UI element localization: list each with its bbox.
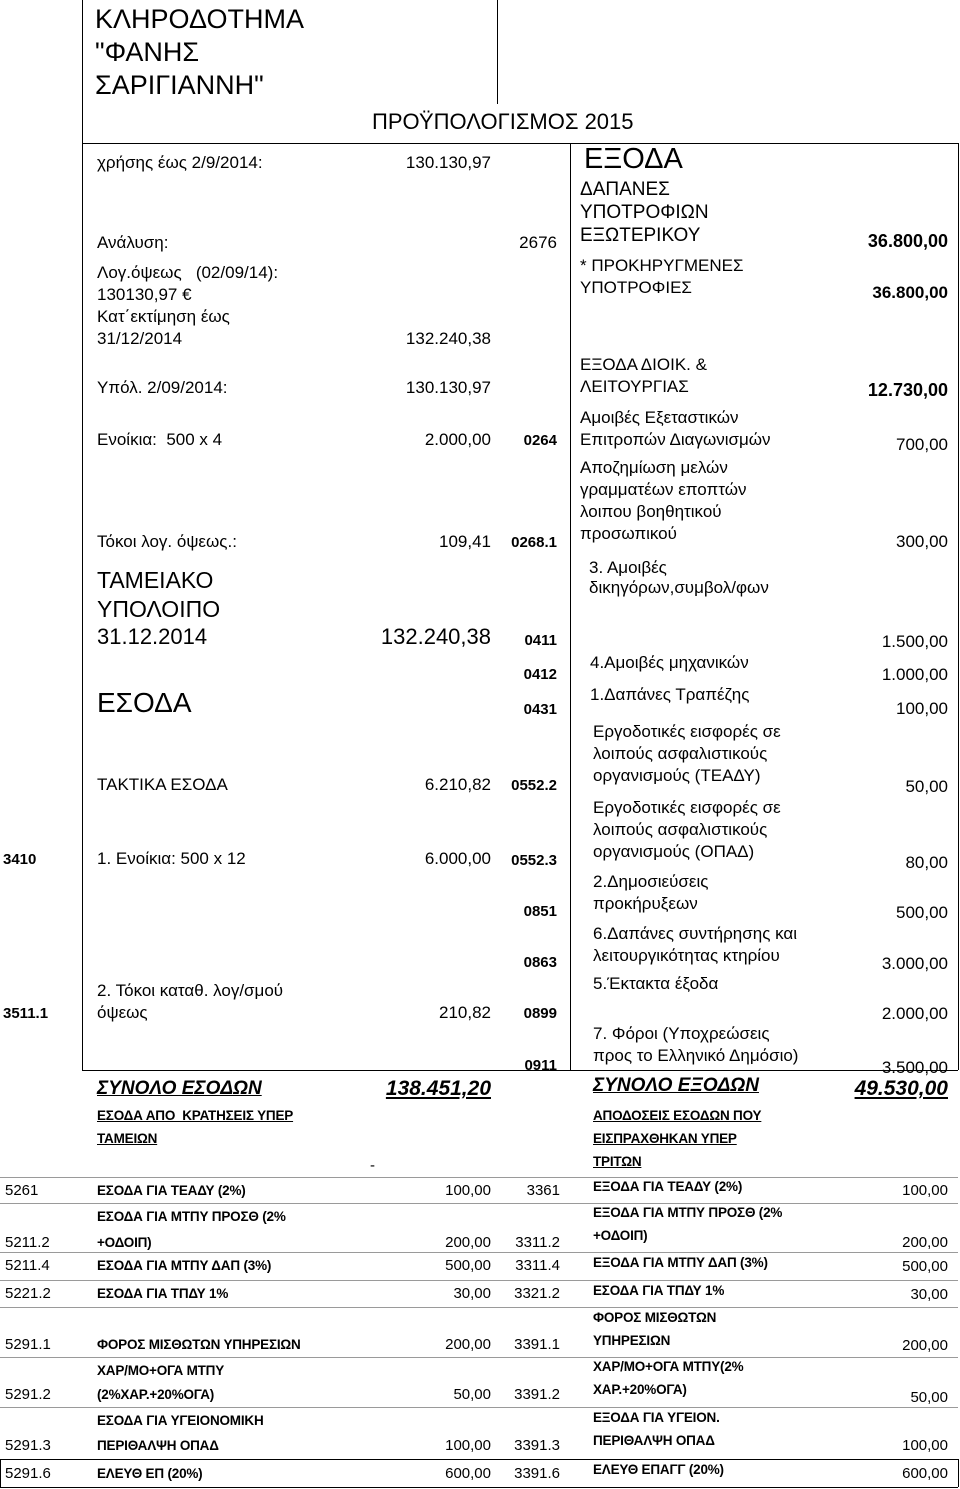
row-code: 3311.2 [515,1234,560,1251]
expense-item-amount: 36.800,00 [872,283,948,302]
expense-item-amount: 3.000,00 [881,954,948,973]
expense-item-amount: 700,00 [896,435,948,454]
row-expense-amount: 200,00 [902,1337,948,1354]
row-account: 5211.2 [5,1234,50,1251]
row-account: 5291.1 [5,1336,51,1353]
income-total-value: 138.451,20 [385,1077,491,1100]
analysis-code: 2676 [519,233,557,252]
code-label: 0911 [524,1057,557,1074]
income-total-label: ΣΥΝΟΛΟ ΕΣΟΔΩΝ [97,1078,262,1099]
withholding-income-heading: ΕΣΟΔΑ ΑΠΟ ΚΡΑΤΗΣΕΙΣ ΥΠΕΡ [97,1108,294,1123]
grid-line [0,1203,958,1204]
grid-line [0,1307,958,1308]
expense-item-label: 3. Αμοιβές [589,558,667,577]
row-expense-label: ΕΞΟΔΑ ΓΙΑ ΥΓΕΙΟΝ. [593,1410,720,1425]
expense-item-amount: 2.000,00 [881,1004,948,1023]
row-expense-amount: 30,00 [910,1286,948,1303]
grid-line [82,1070,958,1071]
cash-balance-value: 132.240,38 [380,624,491,649]
estimate-label: Κατ΄εκτίμηση έως [97,307,230,326]
row-expense-label: ΧΑΡ.+20%ΟΓΑ) [593,1382,687,1397]
row-account: 5211.4 [5,1257,50,1274]
cash-balance-label: ΤΑΜΕΙΑΚΟ [97,567,214,593]
expense-total-label: ΣΥΝΟΛΟ ΕΞΟΔΩΝ [593,1075,759,1096]
cash-balance-date: 31.12.2014 [97,624,208,649]
rent-code: 0264 [523,432,557,449]
expense-item-label: 1.Δαπάνες Τραπέζης [590,685,750,704]
expense-item-label: ΥΠΟΤΡΟΦΙΕΣ [580,278,692,297]
row-code: 3321.2 [514,1285,560,1302]
grid-line [497,0,498,104]
expenses-heading: ΕΞΟΔΑ [584,143,683,175]
account-number: 3511.1 [3,1005,49,1022]
row-income-label: ΕΣΟΔΑ ΓΙΑ ΤΕΑΔΥ (2%) [97,1183,246,1198]
code-label: 0431 [523,701,557,718]
row-code: 3311.4 [515,1257,560,1274]
dash-mark: - [370,1157,375,1174]
usage-label: χρήσης έως 2/9/2014: [97,153,263,172]
row-income-amount: 600,00 [445,1465,491,1482]
row-code: 3391.3 [514,1437,560,1454]
expense-item-label: δικηγόρων,συμβολ/φων [589,578,769,597]
income-heading: ΕΣΟΔΑ [97,687,192,718]
row-expense-label: ΥΠΗΡΕΣΙΩΝ [593,1333,671,1348]
income-item-label: 2. Τόκοι καταθ. λογ/σμού [97,981,284,1000]
income-item-value: 6.000,00 [424,849,491,868]
expense-item-amount: 12.730,00 [867,380,948,400]
row-income-label: ΕΛΕΥΘ ΕΠ (20%) [97,1466,203,1481]
estimate-label: 31/12/2014 [97,329,183,348]
expense-item-label: γραμματέων εποπτών [580,480,747,499]
expense-item-amount: 1.000,00 [881,665,948,684]
grid-line [0,1252,958,1253]
row-income-label: (2%ΧΑΡ.+20%ΟΓΑ) [97,1387,215,1402]
expense-item-label: 4.Αμοιβές μηχανικών [590,653,749,672]
expense-item-amount: 36.800,00 [867,231,948,251]
grid-line [0,1459,1,1487]
account-label: Λογ.όψεως (02/09/14): [97,263,279,282]
row-account: 5261 [5,1182,39,1199]
expense-item-label: λοιπου βοηθητικού [580,502,722,521]
row-expense-label: +ΟΔΟΙΠ) [593,1228,648,1243]
code-label: 0851 [523,903,557,920]
grid-line [0,1487,958,1488]
row-account: 5221.2 [5,1285,51,1302]
row-income-label: ΧΑΡ/ΜΟ+ΟΓΑ ΜΤΠΥ [97,1363,225,1378]
expense-item-label: ΔΑΠΑΝΕΣ [580,179,670,200]
cash-balance-label: ΥΠΟΛΟΙΠΟ [97,596,221,622]
expense-item-label: ΛΕΙΤΟΥΡΓΙΑΣ [580,377,689,396]
income-item-label: όψεως [97,1003,148,1022]
row-expense-amount: 200,00 [902,1234,948,1251]
expense-item-label: Εργοδοτικές εισφορές σε [593,798,781,817]
interest-code: 0268.1 [511,534,557,551]
row-expense-label: ΦΟΡΟΣ ΜΙΣΘΩΤΩΝ [593,1310,717,1325]
regular-income-label: ΤΑΚΤΙΚΑ ΕΣΟΔΑ [97,775,228,794]
row-expense-amount: 500,00 [902,1258,948,1275]
account-number: 3410 [3,851,37,868]
expense-item-amount: 100,00 [896,699,948,718]
row-income-label: ΕΣΟΔΑ ΓΙΑ ΜΤΠΥ ΔΑΠ (3%) [97,1258,272,1273]
expense-item-label: προς το Ελληνικό Δημόσιο) [593,1046,799,1065]
expense-item-label: * ΠΡΟΚΗΡΥΓΜΕΝΕΣ [580,256,744,275]
grid-line [958,1459,959,1487]
expense-item-label: 7. Φόροι (Υποχρεώσεις [593,1024,770,1043]
expense-item-label: 6.Δαπάνες συντήρησης και [593,924,798,943]
analysis-label: Ανάλυση: [97,233,169,252]
expense-item-amount: 300,00 [896,532,948,551]
row-expense-label: ΕΞΟΔΑ ΓΙΑ ΜΤΠΥ ΠΡΟΣΘ (2% [593,1205,783,1220]
account-label: 130130,97 € [97,285,192,304]
expense-item-label: λοιπούς ασφαλιστικούς [593,820,768,839]
grid-line [0,1357,958,1358]
expense-item-label: Αμοιβές Εξεταστικών [580,408,739,427]
balance-label: Υπόλ. 2/09/2014: [97,378,228,397]
row-income-label: +ΟΔΟΙΠ) [97,1235,152,1250]
row-expense-label: ΕΛΕΥΘ ΕΠΑΓΓ (20%) [593,1462,724,1477]
interest-value: 109,41 [439,532,491,551]
org-title-line: "ΦΑΝΗΣ [95,37,200,67]
row-income-label: ΕΣΟΔΑ ΓΙΑ ΤΠΔΥ 1% [97,1286,229,1301]
row-account: 5291.3 [5,1437,51,1454]
expense-item-amount: 80,00 [905,853,948,872]
usage-value: 130.130,97 [405,153,491,172]
org-title-line: ΚΛΗΡΟΔΟΤΗΜΑ [95,4,304,34]
row-expense-amount: 100,00 [902,1182,948,1199]
income-item-code: 0899 [523,1005,557,1022]
grid-line [570,143,571,1070]
withholding-income-heading: ΤΑΜΕΙΩΝ [97,1131,158,1146]
expense-item-label: 5.Έκτακτα έξοδα [593,974,719,993]
balance-value: 130.130,97 [405,378,491,397]
grid-line [958,143,959,1070]
row-account: 5291.6 [5,1465,51,1482]
regular-income-code: 0552.2 [511,777,557,794]
row-expense-label: ΠΕΡΙΘΑΛΨΗ ΟΠΑΔ [593,1433,715,1448]
income-item-code: 0552.3 [511,852,557,869]
expense-item-label: λοιπούς ασφαλιστικούς [593,744,768,763]
expense-item-label: οργανισμούς (ΟΠΑΔ) [593,842,755,861]
expense-item-label: ΕΞΟΔΑ ΔΙΟΙΚ. & [580,355,707,374]
row-income-amount: 100,00 [445,1182,491,1199]
expense-item-amount: 500,00 [896,903,948,922]
row-income-label: ΠΕΡΙΘΑΛΨΗ ΟΠΑΔ [97,1438,219,1453]
row-code: 3391.6 [514,1465,560,1482]
row-income-label: ΕΣΟΔΑ ΓΙΑ ΥΓΕΙΟΝΟΜΙΚΗ [97,1413,264,1428]
org-title-line: ΣΑΡΙΓΙΑΝΝΗ" [95,70,264,100]
expense-item-label: λειτουργικότητας κτηρίου [593,946,780,965]
row-code: 3361 [526,1182,560,1199]
row-income-amount: 500,00 [445,1257,491,1274]
grid-line [0,1177,958,1178]
row-expense-label: ΕΞΟΔΑ ΓΙΑ ΤΕΑΔΥ (2%) [593,1179,743,1194]
grid-line [0,1407,958,1408]
row-expense-amount: 100,00 [902,1437,948,1454]
row-expense-amount: 600,00 [902,1465,948,1482]
expense-total-value: 49.530,00 [854,1077,948,1100]
code-label: 0411 [524,632,557,649]
row-income-amount: 200,00 [445,1234,491,1251]
grid-line [0,1459,958,1460]
row-income-label: ΦΟΡΟΣ ΜΙΣΘΩΤΩΝ ΥΠΗΡΕΣΙΩΝ [97,1337,301,1352]
expense-item-label: Αποζημίωση μελών [580,458,728,477]
expense-item-label: ΕΞΩΤΕΡΙΚΟΥ [580,225,701,246]
row-code: 3391.1 [514,1336,560,1353]
row-expense-label: ΕΞΟΔΑ ΓΙΑ ΜΤΠΥ ΔΑΠ (3%) [593,1255,768,1270]
row-code: 3391.2 [514,1386,560,1403]
row-expense-label: ΧΑΡ/ΜΟ+ΟΓΑ ΜΤΠΥ(2% [593,1359,744,1374]
row-income-amount: 50,00 [453,1386,491,1403]
code-label: 0412 [523,666,557,683]
expense-item-label: οργανισμούς (ΤΕΑΔΥ) [593,766,761,785]
row-account: 5291.2 [5,1386,51,1403]
row-expense-amount: 50,00 [910,1389,948,1406]
expense-item-amount: 3.500,00 [881,1058,948,1077]
row-income-amount: 200,00 [445,1336,491,1353]
row-income-label: ΕΣΟΔΑ ΓΙΑ ΜΤΠΥ ΠΡΟΣΘ (2% [97,1209,286,1224]
regular-income-value: 6.210,82 [424,775,491,794]
estimate-value: 132.240,38 [405,329,491,348]
rent-label: Ενοίκια: 500 x 4 [97,430,223,449]
row-income-amount: 30,00 [453,1285,491,1302]
expense-item-label: Εργοδοτικές εισφορές σε [593,722,781,741]
withholding-expense-heading: ΑΠΟΔΟΣΕΙΣ ΕΣΟΔΩΝ ΠΟΥ [593,1108,762,1123]
expense-item-label: Επιτροπών Διαγωνισμών [580,430,771,449]
income-item-value: 210,82 [439,1003,491,1022]
income-item-label: 1. Ενοίκια: 500 x 12 [97,849,246,868]
rent-value: 2.000,00 [424,430,491,449]
row-expense-label: ΕΣΟΔΑ ΓΙΑ ΤΠΔΥ 1% [593,1283,725,1298]
grid-line [82,143,958,144]
grid-line [0,1280,958,1281]
expense-item-label: προκήρυξεων [593,894,698,913]
expense-item-amount: 1.500,00 [881,632,948,651]
code-label: 0863 [523,954,557,971]
budget-title: ΠΡΟΫΠΟΛΟΓΙΣΜΟΣ 2015 [372,109,634,134]
expense-item-label: ΥΠΟΤΡΟΦΙΩΝ [580,202,709,223]
row-income-amount: 100,00 [445,1437,491,1454]
expense-item-amount: 50,00 [905,777,948,796]
interest-label: Τόκοι λογ. όψεως.: [97,532,237,551]
grid-line [82,0,83,1070]
expense-item-label: προσωπικού [580,524,677,543]
expense-item-label: 2.Δημοσιεύσεις [593,872,709,891]
withholding-expense-heading: ΕΙΣΠΡΑΧΘΗΚΑΝ ΥΠΕΡ [593,1131,737,1146]
withholding-expense-heading: ΤΡΙΤΩΝ [593,1154,642,1169]
